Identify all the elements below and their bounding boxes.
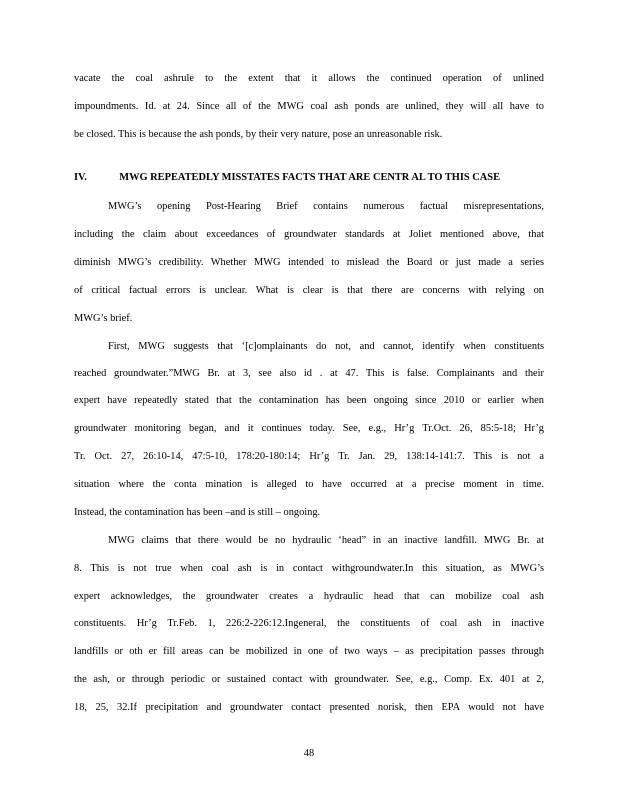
- text-line: reached groundwater.”MWG Br. at 3, see also id . at 47. This is false. Complainants and their: [74, 368, 544, 379]
- text-line: including the claim about exceedances of groundwater standards at Joliet mentioned above, that: [74, 229, 544, 240]
- text-line: diminish MWG’s credibility. Whether MWG intended to mislead the Board or just made a series: [74, 257, 544, 268]
- text-line: the ash, or through periodic or sustained contact with groundwater. See, e.g., Comp. Ex. 401 at 2,: [74, 674, 544, 685]
- text-line: be closed. This is because the ash ponds, by their very nature, pose an unreasonable risk.: [74, 129, 443, 140]
- text-line: 8. This is not true when coal ash is in contact withgroundwater.In this situation, as MWG’s: [74, 563, 544, 574]
- text-line: MWG claims that there would be no hydraulic ‘head” in an inactive landfill. MWG Br. at: [108, 535, 544, 546]
- text-line: Tr. Oct. 27, 26:10-14, 47:5-10, 178:20-180:14; Hr’g Tr. Jan. 29, 138:14-141:7. This is not a: [74, 451, 544, 462]
- text-line: landfills or oth er fill areas can be mobilized in one of two ways – as precipitation passes through: [74, 646, 544, 657]
- text-line: groundwater monitoring began, and it continues today. See, e.g., Hr’g Tr.Oct. 26, 85:5-18; Hr’g: [74, 423, 544, 434]
- text-line: expert have repeatedly stated that the contamination has been ongoing since 2010 or earlier when: [74, 395, 544, 406]
- text-line: vacate the coal ashrule to the extent that it allows the continued operation of unlined: [74, 73, 544, 84]
- text-line: Instead, the contamination has been –and is still – ongoing.: [74, 507, 321, 518]
- text-line: impoundments. Id. at 24. Since all of the MWG coal ash ponds are unlined, they will all have to: [74, 101, 544, 112]
- section-title: MWG REPEATEDLY MISSTATES FACTS THAT ARE CENTR AL TO THIS CASE: [119, 172, 500, 183]
- text-line: First, MWG suggests that ‘[c]omplainants do not, and cannot, identify when constituents: [108, 341, 544, 352]
- text-line: MWG’s brief.: [74, 313, 133, 324]
- section-heading: [74, 172, 500, 183]
- section-number: IV.: [74, 172, 87, 183]
- text-line: MWG’s opening Post-Hearing Brief contains numerous factual misrepresentations,: [108, 201, 544, 212]
- text-line: expert acknowledges, the groundwater creates a hydraulic head that can mobilize coal ash: [74, 591, 544, 602]
- text-line: constituents. Hr’g Tr.Feb. 1, 226:2-226:12.Ingeneral, the constituents of coal ash in inactive: [74, 618, 544, 629]
- text-line: 18, 25, 32.If precipitation and groundwater contact presented norisk, then EPA would not have: [74, 702, 544, 713]
- text-line: situation where the conta mination is alleged to have occurred at a precise moment in time.: [74, 479, 544, 490]
- page-number: 48: [303, 748, 315, 759]
- text-line: of critical factual errors is unclear. What is clear is that there are concerns with relying on: [74, 285, 544, 296]
